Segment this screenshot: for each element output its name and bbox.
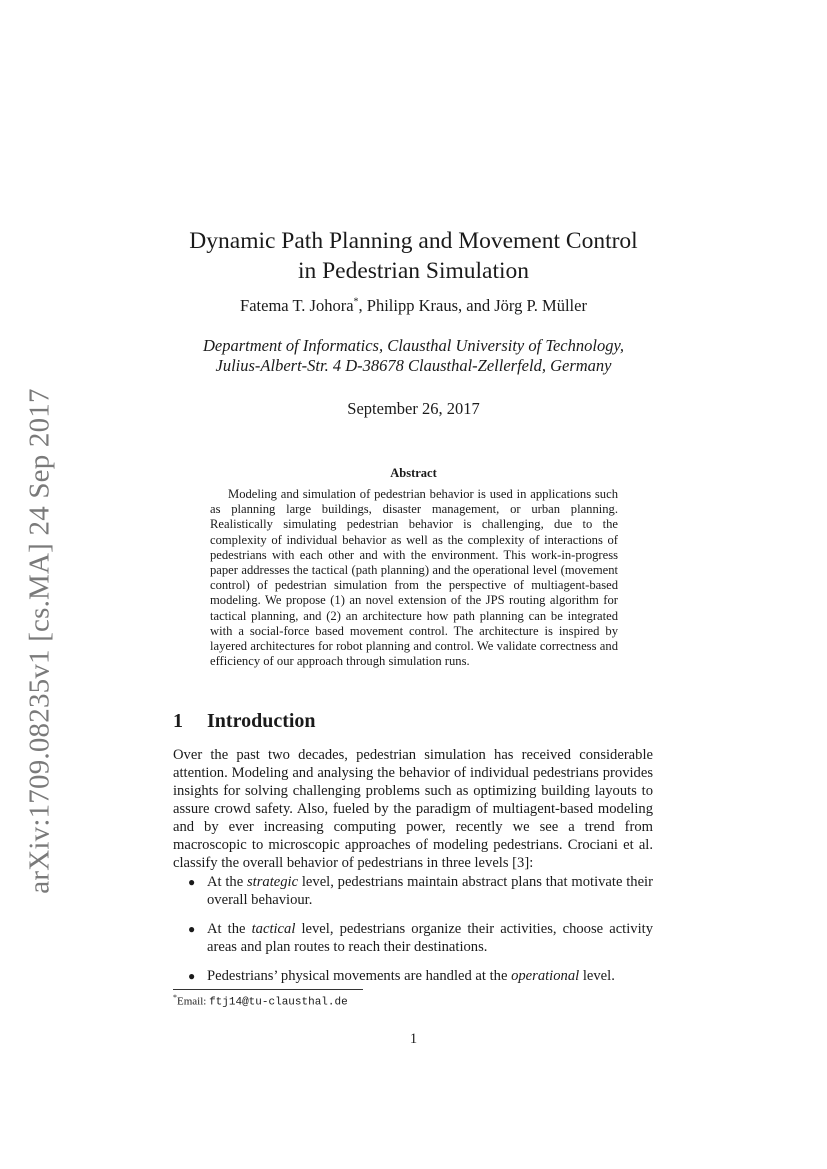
emphasis-tactical: tactical [251,921,296,937]
bullet-icon: ● [188,969,196,983]
paper-title [150,226,677,286]
affiliation [150,336,677,376]
abstract-text: Modeling and simulation of pedestrian behavior is used in applications such as planning large buildings, disaster management, or urban planning. Realistically simulating pedestrian behavior is challenging, due to the complexity of individual behavior as well as the complexity of interactions of pedestrians with each other and with the environment. This work-in-progress paper addresses the tactical (path planning) and the operational level (movement control) of pedestrian simulation from the perspective of multiagent-based modeling. We propose (1) an novel extension of the JPS routing algorithm for tactical planning, and (2) an architecture how path planning can be integrated with a social-force based movement control. The architecture is inspired by layered architectures for robot planning and control. We validate correctness and efficiency of our approach through simulation runs. [210,487,618,669]
author-email[interactable]: ftj14@tu-clausthal.de [209,996,348,1009]
abstract-heading: Abstract [390,466,437,480]
publication-date: September 26, 2017 [347,399,480,418]
section-number: 1 [173,710,183,732]
footnote-label: Email: [177,995,210,1008]
footnote-marker[interactable]: * [353,296,359,308]
other-authors: , Philipp Kraus, and Jörg P. Müller [358,296,587,315]
bullet-icon: ● [188,875,196,889]
emphasis-strategic: strategic [247,874,299,890]
affiliation-line-2: Julius-Albert-Str. 4 D-38678 Clausthal-Zellerfeld, Germany [215,356,612,375]
behavior-levels-list [173,873,653,996]
arxiv-identifier-stamp [20,356,60,926]
title-line-2: in Pedestrian Simulation [297,258,530,284]
bullet-icon: ● [188,922,196,936]
title-line-1: Dynamic Path Planning and Movement Control [189,228,638,254]
arxiv-identifier-text: arXiv:1709.08235v1 [cs.MA] 24 Sep 2017 [23,388,56,894]
section-title: Introduction [207,710,316,732]
affiliation-line-1: Department of Informatics, Clausthal University of Technology, [202,336,625,355]
section-heading-introduction [173,710,316,733]
footnote [173,993,348,1009]
emphasis-operational: operational [511,968,580,984]
list-item-strategic: ● At the strategic level, pedestrians maintain abstract plans that motivate their overall behaviour. [188,874,653,908]
author-list [150,296,677,316]
author-1: Fatema T. Johora [240,296,354,315]
list-item-operational: ● Pedestrians’ physical movements are handled at the operational level. [188,968,615,984]
footnote-mark: * [173,993,177,1002]
page-number: 1 [409,1031,418,1047]
list-item-tactical: ● At the tactical level, pedestrians organize their activities, choose activity areas and plan routes to reach their destinations. [188,921,653,955]
introduction-paragraph: Over the past two decades, pedestrian simulation has received considerable attention. Modeling and analysing the behavior of individual pedestrians provides insights for solving challenging problems such as optimizing building layouts to assure crowd safety. Also, fueled by the paradigm of multiagent-based modeling and by ever increasing computing power, recently we see a trend from macroscopic to microscopic approaches of modeling pedestrians. Crociani et al. classify the overall behavior of pedestrians in three levels [3]: [173,747,653,871]
footnote-divider [173,989,363,990]
